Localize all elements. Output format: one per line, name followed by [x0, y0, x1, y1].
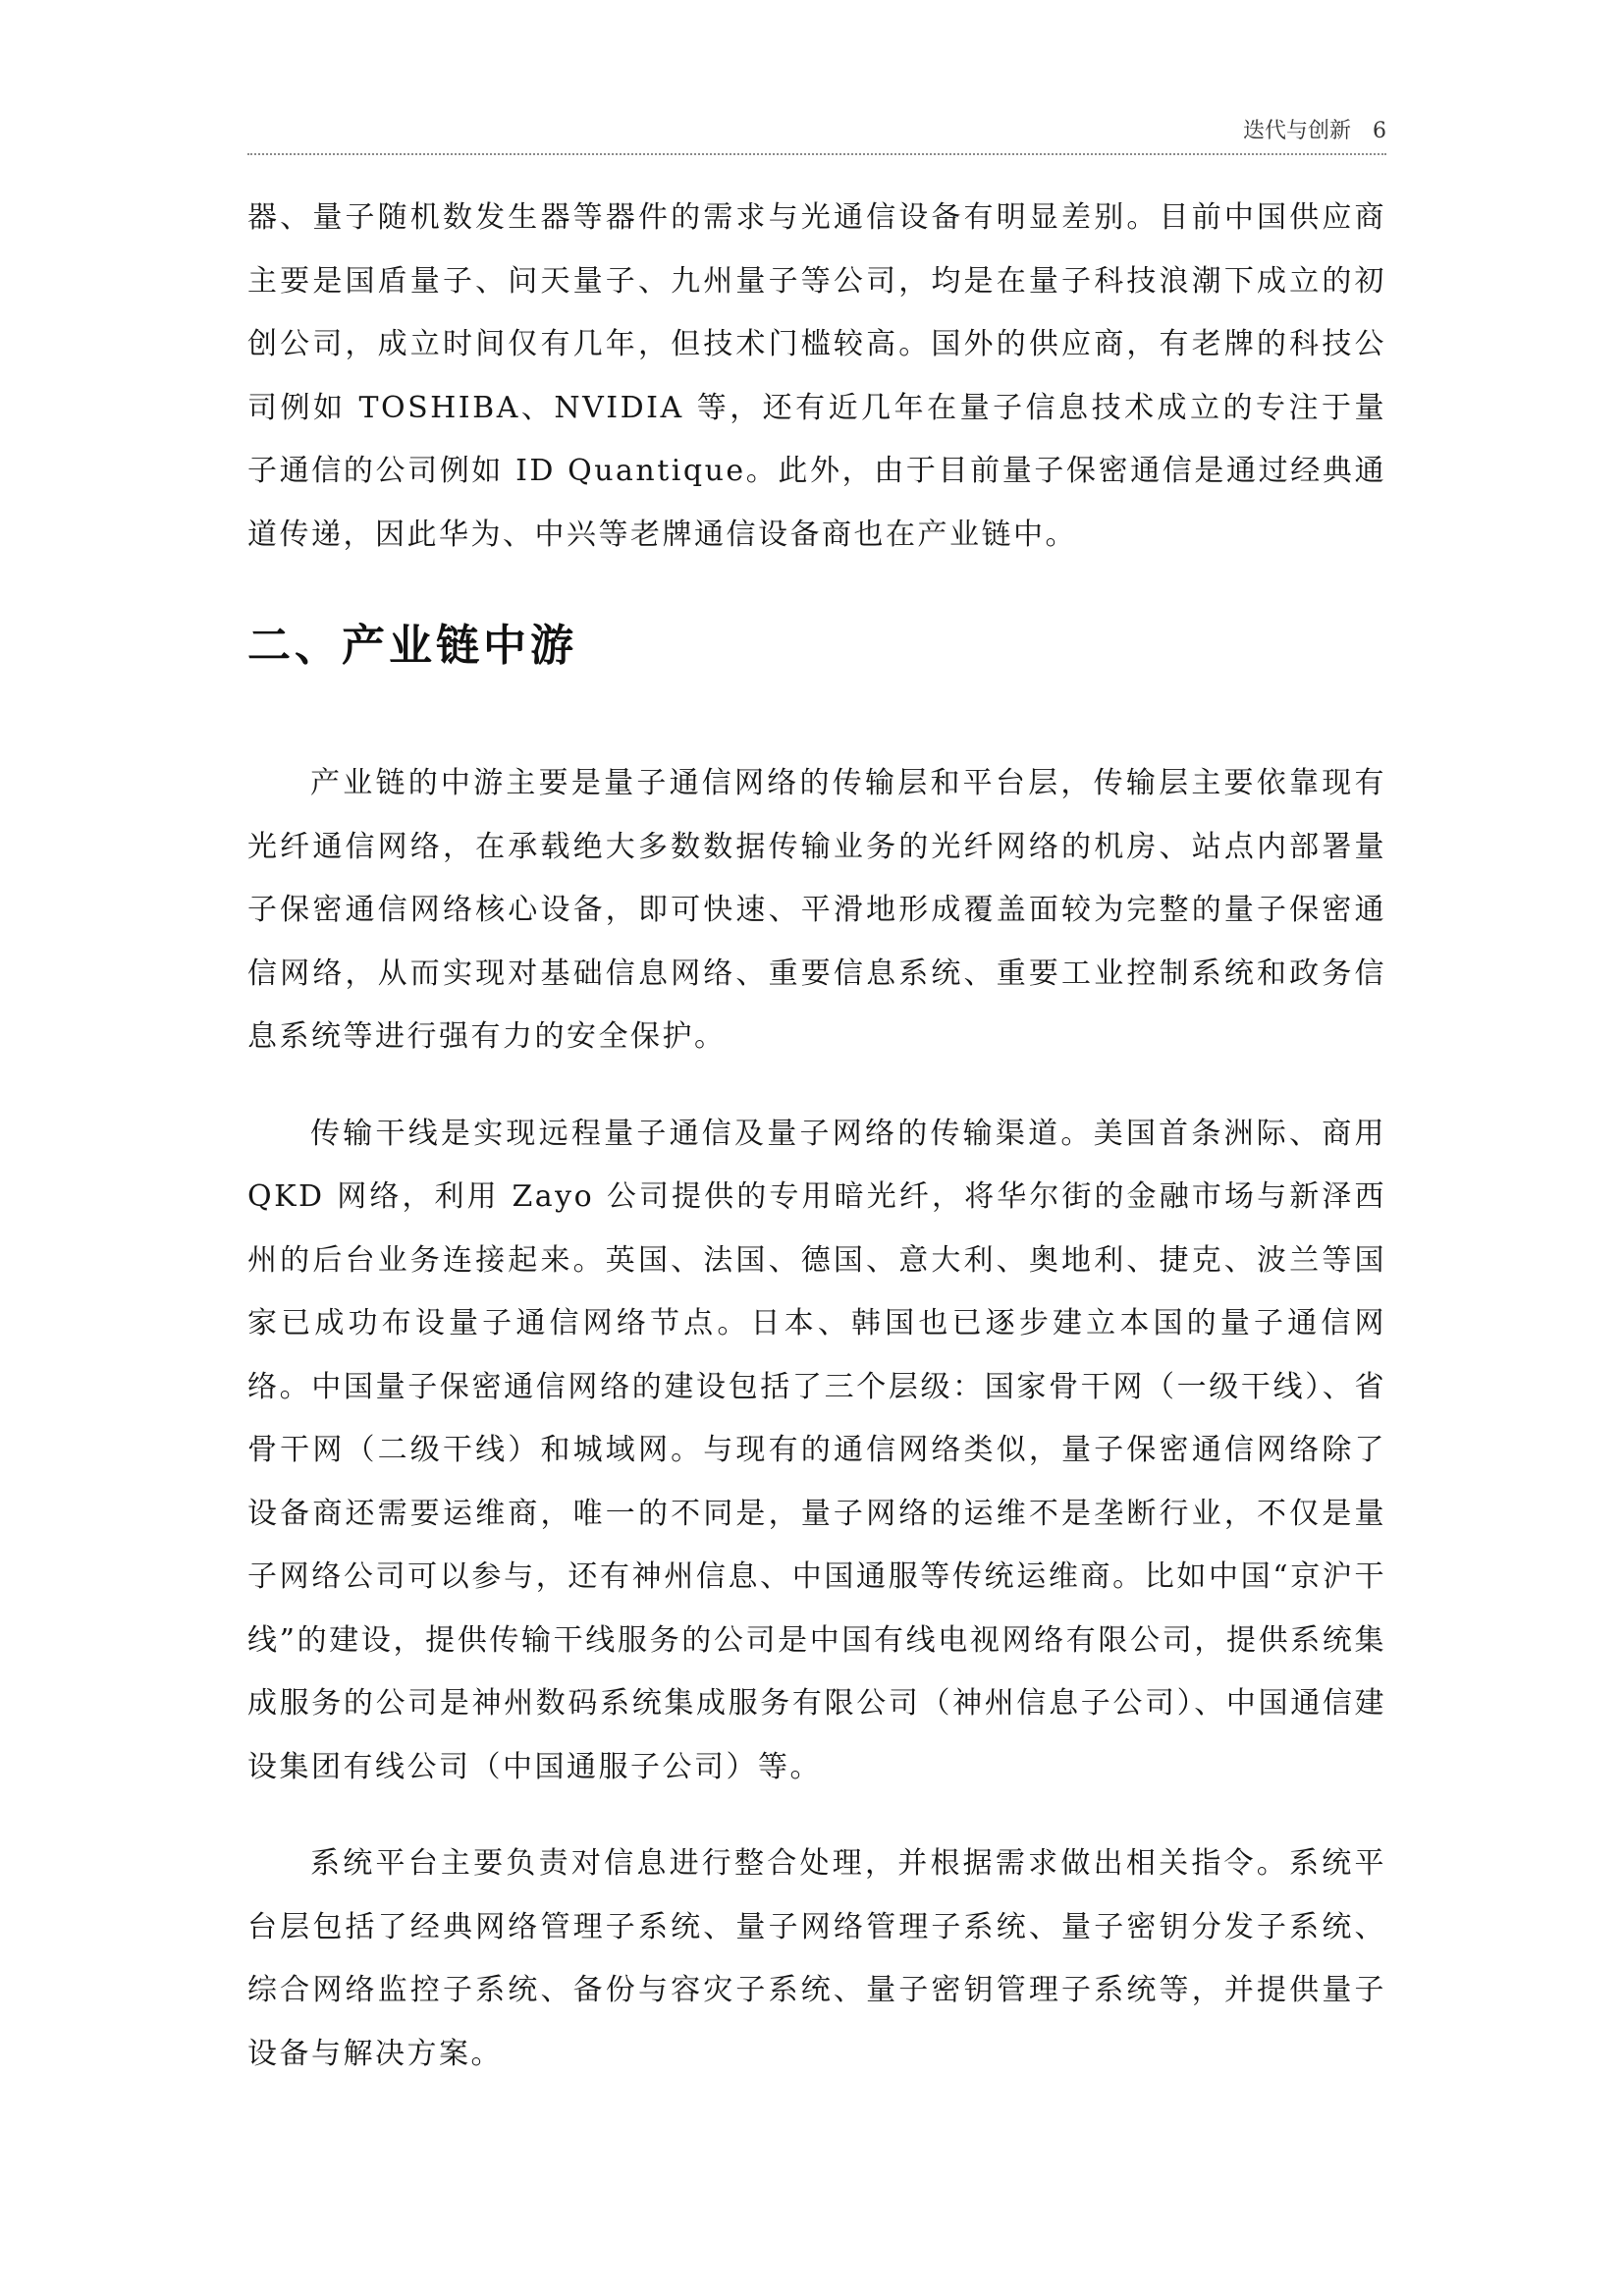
- header-title: 迭代与创新: [1242, 119, 1351, 143]
- paragraph-midstream-overview: 产业链的中游主要是量子通信网络的传输层和平台层，传输层主要依靠现有光纤通信网络，在承载绝大多数数据传输业务的光纤网络的机房、站点内部署量子保密通信网络核心设备，即可快速、平滑地形成覆盖面较为完整的量子保密通信网络，从而实现对基础信息网络、重要信息系统、重要工业控制系统和政务信息系统等进行强有力的安全保护。: [247, 766, 1386, 1054]
- paragraph-transmission-trunk: 传输干线是实现远程量子通信及量子网络的传输渠道。美国首条洲际、商用 QKD 网络，利用 Zayo 公司提供的专用暗光纤，将华尔街的金融市场与新泽西州的后台业务连接起来。英国、法国、德国、意大利、奥地利、捷克、波兰等国家已成功布设量子通信网络节点。日本、韩国也已逐步建立本国的量子通信网络。中国量子保密通信网络的建设包括了三个层级：国家骨干网（一级干线）、省骨干网（二级干线）和城域网。与现有的通信网络类似，量子保密通信网络除了设备商还需要运维商，唯一的不同是，量子网络的运维不是垄断行业，不仅是量子网络公司可以参与，还有神州信息、中国通服等传统运维商。比如中国“京沪干线”的建设，提供传输干线服务的公司是中国有线电视网络有限公司，提供系统集成服务的公司是神州数码系统集成服务有限公司（神州信息子公司）、中国通信建设集团有线公司（中国通服子公司）等。: [247, 1116, 1386, 1784]
- running-header: [247, 110, 1386, 155]
- section-heading: 二、产业链中游: [247, 621, 577, 671]
- continued-paragraph: 器、量子随机数发生器等器件的需求与光通信设备有明显差别。目前中国供应商主要是国盾量子、问天量子、九州量子等公司，均是在量子科技浪潮下成立的初创公司，成立时间仅有几年，但技术门槛较高。国外的供应商，有老牌的科技公司例如 TOSHIBA、NVIDIA 等，还有近几年在量子信息技术成立的专注于量子通信的公司例如 ID Quantique。此外，由于目前量子保密通信是通过经典通道传递，因此华为、中兴等老牌通信设备商也在产业链中。: [247, 200, 1386, 552]
- continued-paragraph-block: [247, 187, 1386, 567]
- section-body: [247, 752, 1386, 2086]
- running-header-text: [1243, 118, 1386, 145]
- page-number: 6: [1373, 119, 1386, 143]
- paragraph-system-platform: 系统平台主要负责对信息进行整合处理，并根据需求做出相关指令。系统平台层包括了经典网络管理子系统、量子网络管理子系统、量子密钥分发子系统、综合网络监控子系统、备份与容灾子系统、量子密钥管理子系统等，并提供量子设备与解决方案。: [247, 1846, 1386, 2071]
